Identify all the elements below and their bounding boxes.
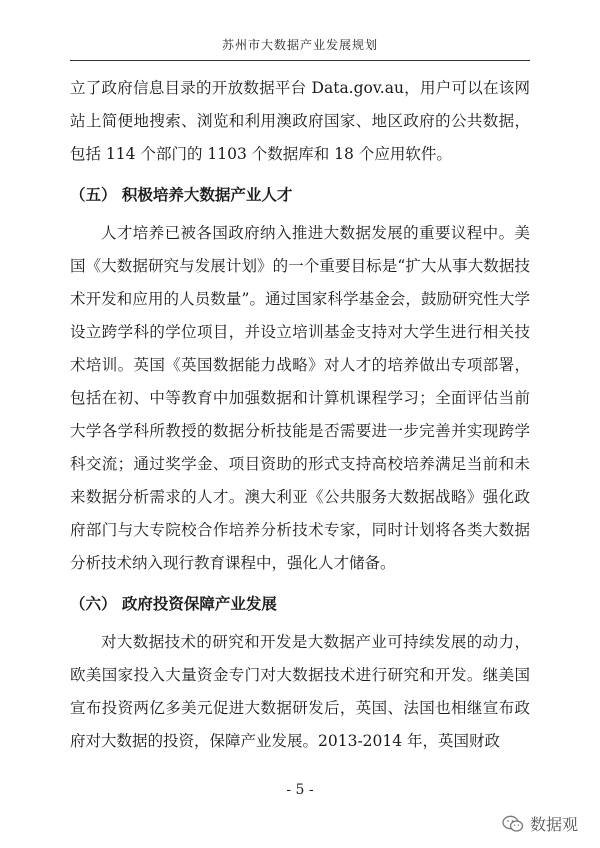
paragraph-investment: 对大数据技术的研究和开发是大数据产业可持续发展的动力，欧美国家投入大量资金专门对大数据技术进行研究和开发。继美国宣布投资两亿多美元促进大数据研发后，英国、法国也相继宣布政府对大数据的投资，保障产业发展。2013-2014 年，英国财政 xyxy=(70,633,530,750)
watermark xyxy=(502,812,578,835)
header-divider xyxy=(70,60,530,61)
section-heading-investment: （六） 政府投资保障产业发展 xyxy=(70,595,277,613)
watermark-text: 数据观 xyxy=(529,815,578,834)
document-title: 苏州市大数据产业发展规划 xyxy=(221,38,378,52)
wechat-icon xyxy=(502,815,524,833)
paragraph-open-data: 立了政府信息目录的开放数据平台 Data.gov.au，用户可以在该网站上简便地搜索、浏览和利用澳政府国家、地区政府的公共数据，包括 114 个部门的 1103 个数据库和 18 个应用软件。 xyxy=(70,79,530,163)
document-body xyxy=(70,72,530,758)
paragraph-talent: 人才培养已被各国政府纳入推进大数据发展的重要议程中。美国《大数据研究与发展计划》的一个重要目标是“扩大从事大数据技术开发和应用的人员数量”。通过国家科学基金会，鼓励研究性大学设立跨学科的学位项目，并设立培训基金支持对大学生进行相关技术培训。英国《英国数据能力战略》对人才的培养做出专项部署，包括在初、中等教育中加强数据和计算机课程学习；全面评估当前大学各学科所教授的数据分析技能是否需要进一步完善并实现跨学科交流；通过奖学金、项目资助的形式支持高校培养满足当前和未来数据分析需求的人才。澳大利亚《公共服务大数据战略》强化政府部门与大专院校合作培养分析技术专家，同时计划将各类大数据分析技术纳入现行教育课程中，强化人才储备。 xyxy=(70,224,530,572)
page-number: - 5 - xyxy=(286,782,314,798)
section-heading-talent: （五） 积极培养大数据产业人才 xyxy=(70,186,293,204)
